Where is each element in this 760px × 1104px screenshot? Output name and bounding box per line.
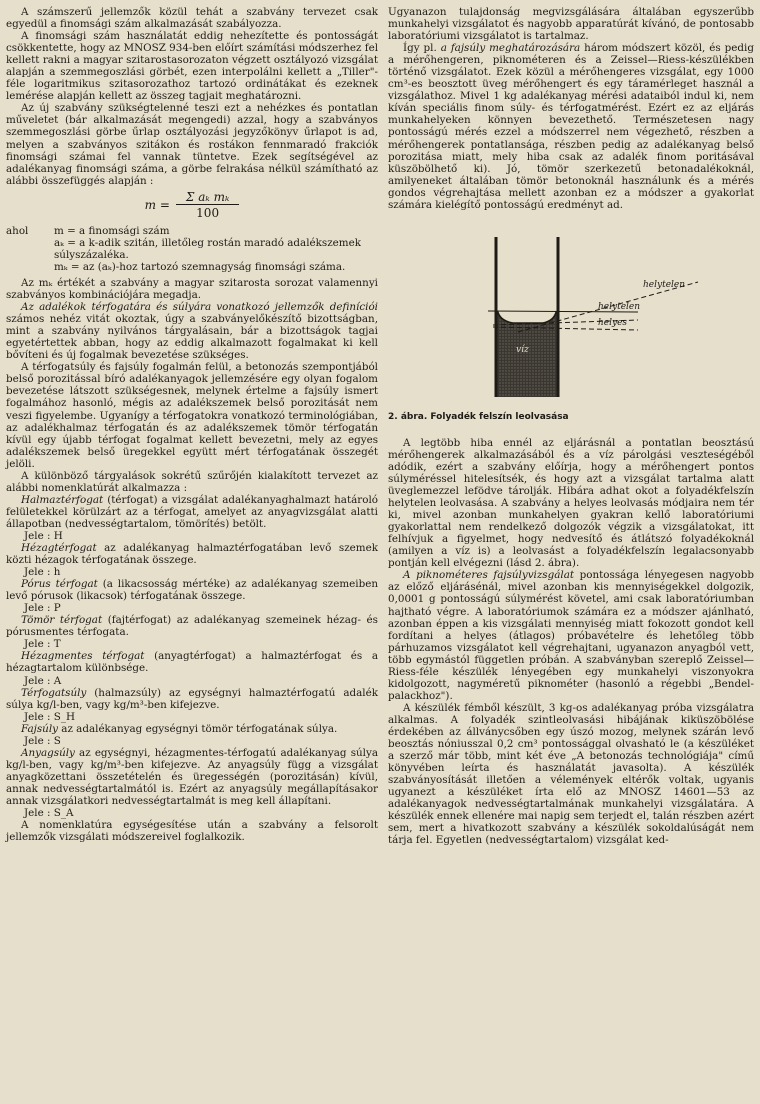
term-symbol: Jele : h	[24, 566, 61, 579]
term-name: Halmaztérfogat	[21, 493, 104, 506]
meniscus-curve	[498, 311, 557, 323]
left-column	[6, 6, 378, 843]
term-text: (halmazsúly) az egységnyi halmaztérfogatú adalék súlya kg/l-ben, vagy kg/m³-ben kifejezve.	[6, 686, 378, 711]
figure-caption: 2. ábra. Folyadék felszín leolvasása	[388, 411, 569, 422]
definition-m	[6, 225, 378, 237]
term-symbol: Jele : P	[24, 602, 61, 615]
paragraph-fineness-history: A finomsági szám használatát eddig nehezítette és pontosságát csökkentette, hogy az MNOSZ 934-ben előírt számítási módszerhez fel kellett rakni a magyar szitarostasorozaton végzett osztályozó vizsgálat alapján a szemmegoszlási görbét, ezen interpolálni kellett a „Tiller"-féle logaritmikus szitasorozathoz tartozó ordinátákat és ezeknek lemérése alapján kellett az összeg tagjait meghatározni.	[6, 30, 378, 103]
definition-text: mₖ = az (aₖ)-hoz tartozó szemnagyság finomsági száma.	[54, 260, 346, 273]
definition-ak	[6, 237, 378, 261]
term-symbol: Jele : T	[24, 638, 61, 651]
formula-definitions	[6, 225, 378, 273]
term-definition	[6, 650, 378, 674]
text-run: pontossága lényegesen nagyobb az előző eljárásénál, mivel azonban kis mennyiségekkel dolgozik, 0,0001 g pontosságú súlymérést követel, ami csak laboratóriumban hajtható végre. A laboratóriumok számára ez a módszer ajánlható, azonban éppen a kis vizsgálati mennyiség miatt fokozott gondot kell fordítani a helyes (átlagos) próbavételre és lehetőleg több párhuzamos vizsgálatot kell végrehajtani, ugyanazon anyagból vett, több egymástól független próbán. A szabványban szereplő Zeissel—Riess-féle készülék lényegében egy munkahelyi viszonyokra kidolgozott, nagyméretű piknométer (hasonló a régebbi „Bendel-palackhoz").	[388, 569, 754, 702]
term-name: Pórus térfogat	[21, 578, 98, 591]
paragraph-density-methods	[388, 42, 754, 211]
paragraph-lab-tests: Ugyanazon tulajdonság megvizsgálására általában egyszerűbb munkahelyi vizsgálatot és nagyobb apparatúrát kívánó, de pontosabb laboratóriumi vizsgálatot is tartalmaz.	[388, 6, 754, 43]
term-symbol: Jele : A	[24, 674, 62, 687]
definition-text: m = a finomsági szám	[54, 224, 170, 237]
term-name: Fajsúly	[21, 722, 58, 735]
term-symbol: Jele : S	[24, 734, 61, 747]
term-name: Tömör térfogat	[21, 614, 103, 627]
definition-label: ahol	[6, 224, 29, 237]
definition-text: aₖ = a k-adik szitán, illetőleg rostán maradó adalékszemek súlyszázaléka.	[54, 236, 361, 261]
term-text: az adalékanyag halmaztérfogatában levő szemek közti hézagok térfogatának összege.	[6, 542, 378, 567]
paragraph-measurement-errors: A legtöbb hiba ennél az eljárásnál a pontatlan beosztású mérőhengerek alkalmazásából és a víz párolgási veszteségéből adódik, ezért a szabvány előírja, hogy a mérőhengert pontos súlyméréssel hitelesítsék, és hogy azt a vizsgálat tartalma alatt üveglemezzel lefödve tárolják. Hibára adhat okot a folyadékfelszín helytelen leolvasása. A szabvány a helyes leolvasás módjaira nem tér ki, mivel azonban munkahelyen gyakran kellő laboratóriumi gyakorlattal nem rendelkező dolgozók végzik a vizsgálatokat, itt felhívjuk a figyelmet, hogy nedvesítő és átlátszó folyadékoknál (amilyen a víz is) a leolvasást a folyadékfelszín legalacsonyabb pontján kell elvégezni (lásd 2. ábra).	[388, 436, 754, 570]
formula-denominator: 100	[196, 205, 220, 220]
term-definition	[6, 494, 378, 530]
text-run: számos nehéz vitát okoztak, úgy a szabványelőkészítő bizottságban, mint a szabvány nyilvános tárgyalásain, bár a bizottságok tagjai egyetértettek abban, hogy az eddig alkalmazott fogalmakat ki kell bővíteni és új fogalmak bevezetése szükséges.	[6, 313, 378, 362]
term-text: (térfogat) a vizsgálat adalékanyaghalmazt határoló felületekkel körülzárt az a térfogat, amelyet az anyagvizsgálat alatti állapotban (nedvességtartalom, tömörítés) betölt.	[6, 493, 378, 530]
text-run: Így pl.	[403, 42, 441, 55]
term-text: (fajtérfogat) az adalékanyag szemeinek hézag- és pórusmentes térfogata.	[6, 614, 378, 639]
fineness-formula	[6, 191, 378, 219]
text-run: három módszert közöl, és pedig a mérőhengeren, piknométeren és a Zeissel—Riess-készülékben történő vizsgálatot. Ezek közül a mérőhengeres vizsgálat, egy 1000 cm³-es beosztott üveg mérőhengert és egy táramérleget használ a vizsgálathoz. Mivel 1 kg adalékanyag mérési adataiból indul ki, nem kíván speciális finom súly- és térfogatmérést. Ezért ez az eljárás munkahelyeken könnyen bevezethető. Természetesen nagy pontosságú mérés ezzel a módszerrel nem végezhető, részben a mérőhengerek pontatlansága, részben pedig az adalékanyag belső porozitása miatt, mely hiba csak az adalék finom poritásával küszöbölhető ki). Jó, tömör szerkezetű betonadalékoknál, amilyeneket általában tömör betonoknál használunk és a mérés gondos végrehajtása mellett azonban ez a módszer a gyakorlat számára kielégítő pontosságú eredményt ad.	[388, 42, 754, 211]
term-definition	[6, 747, 378, 807]
term-text: az adalékanyag egységnyi tömör térfogatának súlya.	[57, 722, 338, 735]
paragraph-definitions-debate	[6, 301, 378, 361]
formula-lhs: m =	[144, 197, 170, 212]
label-viz: víz	[516, 344, 529, 355]
term-text: (a likacsosság mértéke) az adalékanyag szemeiben levő pórusok (likacsok) térfogatának összege.	[6, 578, 378, 603]
term-name: Anyagsúly	[21, 746, 75, 759]
term-name: Hézagmentes térfogat	[21, 650, 145, 663]
term-symbol: Jele : H	[24, 529, 63, 542]
label-helyes: helyes	[598, 317, 628, 328]
label-helytelen-top: helytelen	[643, 279, 686, 290]
paragraph-pycnometer	[388, 569, 754, 702]
figure-meniscus	[388, 217, 754, 407]
term-definition	[6, 578, 378, 602]
paragraph-device: A készülék fémből készült, 3 kg-os adalékanyag próba vizsgálatra alkalmas. A folyadék szintleolvasási hibájának kiküszöbölése érdekében az állványcsőben egy úszó mozog, melynek szárán levő beosztás nóniusszal 0,2 cm³ pontossággal olvasható le (a készüléket a szerző már több, mint két éve „A betonozás technológiája" című könyvében leírta és használatát javasolta). A készülék szabványosítását illetően a vélemények eltérők voltak, ugyanis ugyanezt a készüléket írta elő az MNOSZ 14601—53 az adalékanyagok nedvességtartalmának munkahelyi vizsgálatára. A készülék ennek ellenére mai napig sem terjedt el, talán részben azért sem, mert a hivatkozott szabvány a készülék sokoldalúságát nem tárja fel. Egyetlen (nedvességtartalom) vizsgálat ked-	[388, 701, 754, 847]
meniscus-diagram	[388, 217, 754, 407]
definition-label	[6, 237, 54, 261]
term-text: (anyagtérfogat) a halmaztérfogat és a hézagtartalom különbsége.	[6, 650, 378, 675]
term-definition	[6, 687, 378, 711]
paragraph-new-standard: Az új szabvány szükségtelenné teszi ezt a nehézkes és pontatlan műveletet (bár alkalmazását megengedi) azzal, hogy a szabványos szemmegoszlási görbe űrlap osztályozási jegyzőkönyv űrlapot is ad, melyen a szabványos szitákon és rostákon fennmaradó frakciók finomsági számai fel vannak tüntetve. Ezek segítségével az adalékanyag finomsági száma, a görbe felrakása nélkül számítható az alábbi összefüggés alapján :	[6, 102, 378, 187]
paragraph-porosity: A térfogatsúly és fajsúly fogalmán felül, a betonozás szempontjából belső porozitással bíró adalékanyagok jellemzésére egy olyan fogalom bevezetése látszott szükségesnek, melynek értelme a fajsúly ismert fogalmához hasonló, mégis az adalékszemek belső porozitását nem veszi figyelembe. Ugyanígy a térfogatokra vonatkozó terminológiában, az adalékhalmaz térfogatán és az adalékszemek tömör térfogatán kívül egy újabb térfogat fogalmat kellett bevezetni, mely az egyes adalékszemek belső üregekkel együtt mért térfogatának összegét jelöli.	[6, 361, 378, 470]
formula-numerator: Σ aₖ mₖ	[176, 191, 239, 205]
paragraph-intro: A számszerű jellemzők közül tehát a szabvány tervezet csak egyedül a finomsági szám alkalmazását szabályozza.	[6, 6, 378, 31]
term-symbol: Jele : S_H	[24, 710, 76, 723]
right-column	[388, 6, 754, 846]
label-helytelen-mid: helytelen	[598, 301, 641, 312]
term-definition	[6, 542, 378, 566]
term-symbol: Jele : S_A	[24, 807, 74, 820]
italic-phrase: A piknométeres fajsúlyvizsgálat	[403, 569, 575, 582]
term-definition	[6, 723, 378, 735]
term-name: Térfogatsúly	[21, 686, 87, 699]
term-name: Hézagtérfogat	[21, 542, 97, 555]
italic-phrase: a fajsúly meghatározására	[440, 42, 581, 55]
paragraph-methods: A nomenklatúra egységesítése után a szabvány a felsorolt jellemzők vizsgálati módszereivel foglalkozik.	[6, 819, 378, 844]
nomenclature-list	[6, 494, 378, 819]
paragraph-nomenclature-intro: A különböző tárgyalások sokrétű szűrőjén kialakított tervezet az alábbi nomenklatúrát alkalmazza :	[6, 469, 378, 494]
term-text: az egységnyi, hézagmentes-térfogatú adalékanyag súlya kg/l-ben, vagy kg/m³-ben kifejezve. Az anyagsúly függ a vizsgálat anyagközettani összetételén és üregességén (porozitásán) kívül, annak nedvességtartalmától is. Ezért az anyagsúly megállapításakor annak vizsgálatkori nedvességtartalmát is meg kell állapítani.	[6, 746, 378, 807]
term-definition	[6, 614, 378, 638]
formula-fraction	[176, 191, 239, 219]
definition-mk	[6, 261, 378, 273]
italic-phrase: Az adalékok térfogatára és súlyára vonatkozó jellemzők definíciói	[21, 301, 378, 314]
paragraph-mk-values: Az mₖ értékét a szabvány a magyar szitarosta sorozat valamennyi szabványos kombinációjára megadja.	[6, 276, 378, 302]
definition-label	[6, 261, 54, 273]
